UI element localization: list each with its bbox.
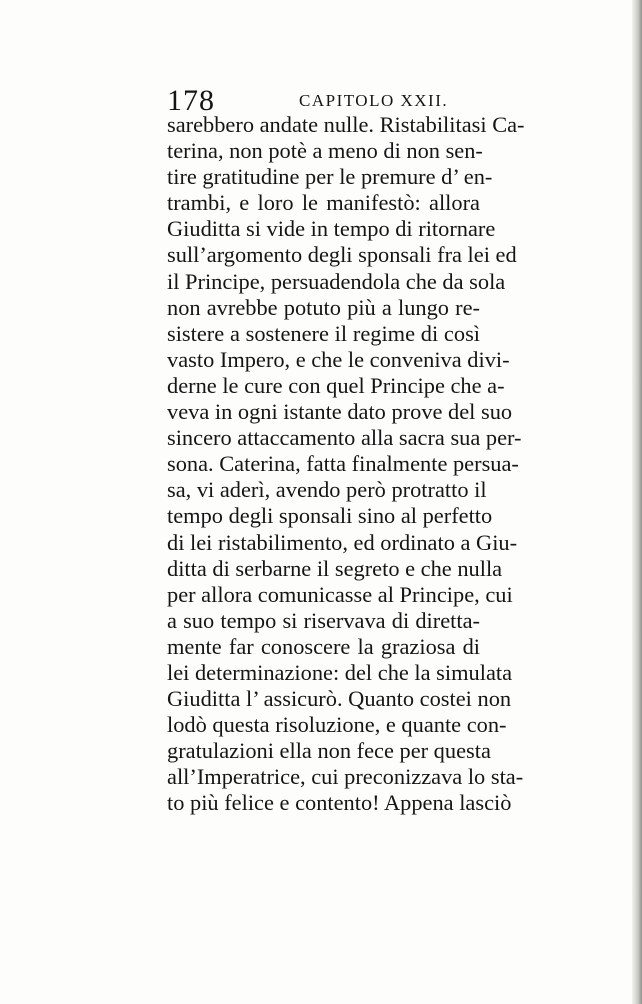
text-line: to più felice e contento! Appena lasciò	[167, 790, 512, 816]
text-line: sull’argomento degli sponsali fra lei ed	[167, 242, 517, 268]
text-line: non avrebbe potuto più a lungo re-	[167, 294, 480, 320]
text-line: a suo tempo si riservava di diretta-	[167, 607, 480, 633]
text-line: il Principe, persuadendola che da sola	[167, 268, 506, 294]
text-line: lei determinazione: del che la simulata	[167, 659, 513, 685]
text-line: sincero attaccamento alla sacra sua per-	[167, 425, 522, 451]
text-line: sarebbero andate nulle. Ristabilitasi Ca-	[167, 112, 525, 137]
page-number: 178	[167, 84, 215, 117]
text-line: lodò questa risoluzione, e quante con-	[167, 712, 507, 738]
text-line: derne le cure con quel Principe che a-	[167, 372, 505, 398]
page-binding-edge	[632, 0, 642, 1004]
body-text	[167, 112, 525, 817]
text-line: ditta di serbarne il segreto e che nulla	[167, 555, 503, 581]
text-line: tempo degli sponsali sino al perfetto	[167, 503, 493, 529]
text-line: sa, vi aderì, avendo però protratto il	[167, 477, 487, 503]
text-line: di lei ristabilimento, ed ordinato a Giu-	[167, 529, 518, 555]
text-line: Giuditta l’ assicurò. Quanto costei non	[167, 686, 512, 712]
text-line: per allora comunicasse al Principe, cui	[167, 581, 513, 607]
text-line: all’Imperatrice, cui preconizzava lo sta-	[167, 764, 524, 790]
text-line: vasto Impero, e che le conveniva divi-	[167, 346, 510, 372]
text-line: trambi, e loro le manifestò: allora	[167, 190, 480, 216]
text-line: veva in ogni istante dato prove del suo	[167, 399, 513, 425]
text-line: terina, non potè a meno di non sen-	[167, 138, 483, 164]
text-line: sona. Caterina, fatta finalmente persua-	[167, 451, 519, 477]
text-line: gratulazioni ella non fece per questa	[167, 738, 491, 764]
text-line: mente far conoscere la graziosa di	[167, 633, 480, 659]
text-line: Giuditta si vide in tempo di ritornare	[167, 216, 496, 242]
text-line: sistere a sostenere il regime di così	[167, 320, 480, 346]
text-line: tire gratitudine per le premure d’ en-	[167, 164, 493, 190]
chapter-heading: CAPITOLO XXII.	[299, 91, 449, 110]
